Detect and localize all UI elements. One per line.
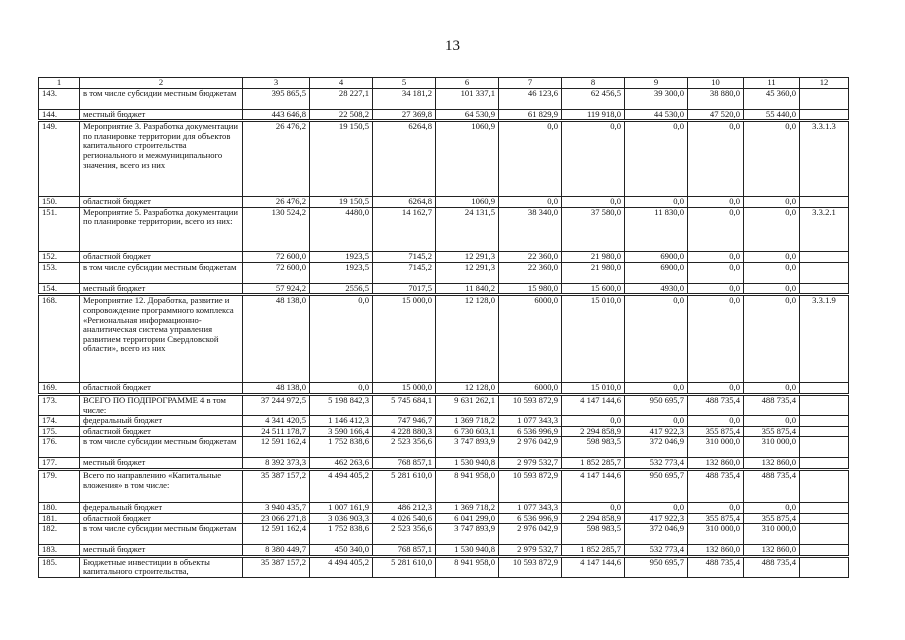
column-header: 2 [80,78,243,89]
amount-cell: 0,0 [625,502,688,513]
amount-cell: 6 536 996,9 [499,426,562,437]
amount-cell: 45 360,0 [744,88,800,109]
budget-table [38,77,849,578]
target-code-cell: 3.3.1.9 [800,295,849,383]
target-code-cell [800,251,849,262]
amount-cell: 0,0 [562,502,625,513]
amount-cell: 1 852 285,7 [562,458,625,470]
amount-cell: 15 000,0 [373,295,436,383]
description-cell: Мероприятие 5. Разработка документации по планировке территории, всего из них: [80,207,243,251]
amount-cell: 7145,2 [373,262,436,283]
description-cell: Мероприятие 12. Доработка, развитие и сопровождение программного комплекса «Региональная информационно-аналитическая система управления развитием территории Свердловской области», всего из них [80,295,243,383]
description-cell: ВСЕГО ПО ПОДПРОГРАММЕ 4 в том числе: [80,394,243,415]
amount-cell: 6 730 603,1 [436,426,499,437]
amount-cell: 44 530,0 [625,109,688,121]
amount-cell: 1923,5 [310,262,373,283]
row-number-cell: 173. [39,394,80,415]
amount-cell: 598 983,5 [562,524,625,545]
amount-cell: 0,0 [744,197,800,208]
target-code-cell [800,458,849,470]
amount-cell: 22 508,2 [310,109,373,121]
amount-cell: 1 530 940,8 [436,458,499,470]
table-row [39,437,849,458]
amount-cell: 27 369,8 [373,109,436,121]
description-cell: федеральный бюджет [80,502,243,513]
table-row [39,121,849,197]
row-number-cell: 169. [39,383,80,395]
amount-cell: 0,0 [625,295,688,383]
row-number-cell: 180. [39,502,80,513]
amount-cell: 0,0 [625,416,688,427]
target-code-cell [800,469,849,502]
amount-cell: 1 007 161,9 [310,502,373,513]
target-code-cell [800,197,849,208]
amount-cell: 747 946,7 [373,416,436,427]
amount-cell: 950 695,7 [625,469,688,502]
amount-cell: 12 591 162,4 [243,524,310,545]
column-header: 1 [39,78,80,89]
amount-cell: 8 392 373,3 [243,458,310,470]
amount-cell: 24 511 178,7 [243,426,310,437]
target-code-cell [800,437,849,458]
amount-cell: 132 860,0 [688,545,744,557]
table-row [39,469,849,502]
amount-cell: 15 010,0 [562,383,625,395]
amount-cell: 6 041 299,0 [436,513,499,524]
table-row [39,207,849,251]
column-header: 10 [688,78,744,89]
column-header: 11 [744,78,800,89]
amount-cell: 1 077 343,3 [499,502,562,513]
amount-cell: 488 735,4 [744,469,800,502]
amount-cell: 6264,8 [373,197,436,208]
amount-cell: 310 000,0 [744,437,800,458]
row-number-cell: 168. [39,295,80,383]
description-cell: Бюджетные инвестиции в объекты капитального строительства, [80,556,243,577]
amount-cell: 0,0 [310,383,373,395]
amount-cell: 0,0 [688,502,744,513]
amount-cell: 38 340,0 [499,207,562,251]
amount-cell: 12 291,3 [436,262,499,283]
amount-cell: 0,0 [625,383,688,395]
amount-cell: 0,0 [744,283,800,295]
amount-cell: 0,0 [310,295,373,383]
amount-cell: 15 000,0 [373,383,436,395]
target-code-cell [800,426,849,437]
amount-cell: 355 875,4 [744,426,800,437]
target-code-cell [800,109,849,121]
target-code-cell [800,556,849,577]
amount-cell: 37 244 972,5 [243,394,310,415]
amount-cell: 101 337,1 [436,88,499,109]
row-number-cell: 182. [39,524,80,545]
amount-cell: 10 593 872,9 [499,469,562,502]
amount-cell: 22 360,0 [499,262,562,283]
amount-cell: 4 494 405,2 [310,469,373,502]
amount-cell: 0,0 [744,416,800,427]
amount-cell: 61 829,9 [499,109,562,121]
row-number-cell: 183. [39,545,80,557]
amount-cell: 0,0 [744,262,800,283]
table-row [39,295,849,383]
table-row [39,88,849,109]
target-code-cell [800,383,849,395]
table-row [39,283,849,295]
amount-cell: 19 150,5 [310,121,373,197]
amount-cell: 2 979 532,7 [499,545,562,557]
description-cell: областной бюджет [80,251,243,262]
table-row [39,556,849,577]
amount-cell: 0,0 [744,121,800,197]
amount-cell: 48 138,0 [243,295,310,383]
amount-cell: 0,0 [562,416,625,427]
amount-cell: 0,0 [688,207,744,251]
amount-cell: 39 300,0 [625,88,688,109]
description-cell: Мероприятие 3. Разработка документации по планировке территории для объектов капитального строительства регионального и межмуниципального значения, всего из них [80,121,243,197]
target-code-cell [800,394,849,415]
amount-cell: 0,0 [744,383,800,395]
amount-cell: 4 147 144,6 [562,469,625,502]
description-cell: областной бюджет [80,383,243,395]
description-cell: областной бюджет [80,513,243,524]
amount-cell: 10 593 872,9 [499,394,562,415]
amount-cell: 488 735,4 [744,394,800,415]
amount-cell: 3 747 893,9 [436,524,499,545]
amount-cell: 372 046,9 [625,437,688,458]
amount-cell: 72 600,0 [243,251,310,262]
description-cell: в том числе субсидии местным бюджетам [80,262,243,283]
page-number: 13 [445,38,460,54]
column-header: 5 [373,78,436,89]
amount-cell: 355 875,4 [688,426,744,437]
amount-cell: 7017,5 [373,283,436,295]
amount-cell: 1 077 343,3 [499,416,562,427]
amount-cell: 2 523 356,6 [373,437,436,458]
amount-cell: 0,0 [688,416,744,427]
amount-cell: 19 150,5 [310,197,373,208]
amount-cell: 4 494 405,2 [310,556,373,577]
amount-cell: 2556,5 [310,283,373,295]
target-code-cell [800,524,849,545]
header-row [39,78,849,89]
amount-cell: 8 941 958,0 [436,556,499,577]
amount-cell: 38 880,0 [688,88,744,109]
amount-cell: 1 369 718,2 [436,416,499,427]
amount-cell: 1 752 838,6 [310,524,373,545]
column-header: 12 [800,78,849,89]
amount-cell: 48 138,0 [243,383,310,395]
amount-cell: 0,0 [688,383,744,395]
amount-cell: 0,0 [499,121,562,197]
amount-cell: 4 026 540,6 [373,513,436,524]
row-number-cell: 149. [39,121,80,197]
amount-cell: 1060,9 [436,121,499,197]
description-cell: в том числе субсидии местным бюджетам [80,524,243,545]
amount-cell: 4 228 880,3 [373,426,436,437]
amount-cell: 417 922,3 [625,426,688,437]
row-number-cell: 177. [39,458,80,470]
amount-cell: 355 875,4 [744,513,800,524]
amount-cell: 0,0 [688,295,744,383]
amount-cell: 4480,0 [310,207,373,251]
amount-cell: 8 380 449,7 [243,545,310,557]
amount-cell: 5 198 842,3 [310,394,373,415]
amount-cell: 1 530 940,8 [436,545,499,557]
column-header: 3 [243,78,310,89]
amount-cell: 4930,0 [625,283,688,295]
amount-cell: 488 735,4 [744,556,800,577]
amount-cell: 26 476,2 [243,121,310,197]
amount-cell: 0,0 [688,283,744,295]
amount-cell: 72 600,0 [243,262,310,283]
amount-cell: 0,0 [625,121,688,197]
description-cell: Всего по направлению «Капитальные вложения» в том числе: [80,469,243,502]
row-number-cell: 152. [39,251,80,262]
amount-cell: 768 857,1 [373,458,436,470]
amount-cell: 0,0 [688,251,744,262]
column-header: 8 [562,78,625,89]
amount-cell: 46 123,6 [499,88,562,109]
description-cell: областной бюджет [80,426,243,437]
amount-cell: 21 980,0 [562,262,625,283]
target-code-cell [800,416,849,427]
amount-cell: 3 590 166,4 [310,426,373,437]
amount-cell: 0,0 [562,197,625,208]
amount-cell: 310 000,0 [688,437,744,458]
column-header: 6 [436,78,499,89]
row-number-cell: 185. [39,556,80,577]
amount-cell: 11 840,2 [436,283,499,295]
amount-cell: 443 646,8 [243,109,310,121]
amount-cell: 488 735,4 [688,394,744,415]
amount-cell: 119 918,0 [562,109,625,121]
amount-cell: 1 852 285,7 [562,545,625,557]
column-header: 7 [499,78,562,89]
amount-cell: 21 980,0 [562,251,625,262]
row-number-cell: 176. [39,437,80,458]
amount-cell: 0,0 [562,121,625,197]
amount-cell: 950 695,7 [625,556,688,577]
amount-cell: 57 924,2 [243,283,310,295]
description-cell: федеральный бюджет [80,416,243,427]
amount-cell: 2 294 858,9 [562,426,625,437]
table-row [39,458,849,470]
amount-cell: 3 940 435,7 [243,502,310,513]
amount-cell: 132 860,0 [744,458,800,470]
row-number-cell: 181. [39,513,80,524]
amount-cell: 22 360,0 [499,251,562,262]
amount-cell: 0,0 [744,251,800,262]
amount-cell: 6000,0 [499,383,562,395]
description-cell: местный бюджет [80,109,243,121]
amount-cell: 2 976 042,9 [499,437,562,458]
amount-cell: 0,0 [744,295,800,383]
amount-cell: 532 773,4 [625,458,688,470]
amount-cell: 0,0 [744,502,800,513]
amount-cell: 310 000,0 [688,524,744,545]
amount-cell: 24 131,5 [436,207,499,251]
amount-cell: 6900,0 [625,262,688,283]
amount-cell: 2 979 532,7 [499,458,562,470]
amount-cell: 1 146 412,3 [310,416,373,427]
description-cell: местный бюджет [80,458,243,470]
amount-cell: 3 036 903,3 [310,513,373,524]
amount-cell: 9 631 262,1 [436,394,499,415]
amount-cell: 11 830,0 [625,207,688,251]
target-code-cell [800,88,849,109]
table-row [39,545,849,557]
amount-cell: 12 128,0 [436,383,499,395]
amount-cell: 4 147 144,6 [562,556,625,577]
amount-cell: 0,0 [744,207,800,251]
table-row [39,109,849,121]
row-number-cell: 144. [39,109,80,121]
target-code-cell [800,513,849,524]
amount-cell: 1060,9 [436,197,499,208]
amount-cell: 598 983,5 [562,437,625,458]
table-row [39,524,849,545]
amount-cell: 4 341 420,5 [243,416,310,427]
amount-cell: 1923,5 [310,251,373,262]
amount-cell: 488 735,4 [688,556,744,577]
amount-cell: 1 369 718,2 [436,502,499,513]
amount-cell: 10 593 872,9 [499,556,562,577]
table-row [39,502,849,513]
row-number-cell: 153. [39,262,80,283]
table-row [39,383,849,395]
amount-cell: 12 291,3 [436,251,499,262]
description-cell: в том числе субсидии местным бюджетам [80,437,243,458]
amount-cell: 3 747 893,9 [436,437,499,458]
amount-cell: 6000,0 [499,295,562,383]
amount-cell: 462 263,6 [310,458,373,470]
amount-cell: 15 010,0 [562,295,625,383]
amount-cell: 15 980,0 [499,283,562,295]
table-row [39,394,849,415]
amount-cell: 47 520,0 [688,109,744,121]
amount-cell: 0,0 [688,262,744,283]
amount-cell: 34 181,2 [373,88,436,109]
description-cell: местный бюджет [80,283,243,295]
amount-cell: 0,0 [499,197,562,208]
row-number-cell: 154. [39,283,80,295]
table-row [39,251,849,262]
amount-cell: 7145,2 [373,251,436,262]
amount-cell: 2 976 042,9 [499,524,562,545]
amount-cell: 0,0 [688,197,744,208]
target-code-cell [800,545,849,557]
amount-cell: 372 046,9 [625,524,688,545]
target-code-cell [800,502,849,513]
description-cell: областной бюджет [80,197,243,208]
amount-cell: 4 147 144,6 [562,394,625,415]
amount-cell: 0,0 [625,197,688,208]
table-row [39,513,849,524]
description-cell: местный бюджет [80,545,243,557]
table-row [39,416,849,427]
description-cell: в том числе субсидии местным бюджетам [80,88,243,109]
amount-cell: 450 340,0 [310,545,373,557]
row-number-cell: 179. [39,469,80,502]
column-header: 4 [310,78,373,89]
amount-cell: 488 735,4 [688,469,744,502]
amount-cell: 2 294 858,9 [562,513,625,524]
amount-cell: 486 212,3 [373,502,436,513]
amount-cell: 37 580,0 [562,207,625,251]
table-body [39,88,849,577]
amount-cell: 35 387 157,2 [243,556,310,577]
row-number-cell: 151. [39,207,80,251]
amount-cell: 6264,8 [373,121,436,197]
amount-cell: 26 476,2 [243,197,310,208]
amount-cell: 55 440,0 [744,109,800,121]
amount-cell: 417 922,3 [625,513,688,524]
amount-cell: 130 524,2 [243,207,310,251]
target-code-cell: 3.3.1.3 [800,121,849,197]
amount-cell: 14 162,7 [373,207,436,251]
amount-cell: 5 281 610,0 [373,469,436,502]
amount-cell: 6 536 996,9 [499,513,562,524]
column-header: 9 [625,78,688,89]
amount-cell: 23 066 271,8 [243,513,310,524]
amount-cell: 28 227,1 [310,88,373,109]
amount-cell: 6900,0 [625,251,688,262]
amount-cell: 768 857,1 [373,545,436,557]
target-code-cell: 3.3.2.1 [800,207,849,251]
amount-cell: 950 695,7 [625,394,688,415]
table-row [39,197,849,208]
row-number-cell: 150. [39,197,80,208]
amount-cell: 0,0 [688,121,744,197]
amount-cell: 5 281 610,0 [373,556,436,577]
table-row [39,262,849,283]
amount-cell: 12 128,0 [436,295,499,383]
amount-cell: 64 530,9 [436,109,499,121]
table-row [39,426,849,437]
amount-cell: 15 600,0 [562,283,625,295]
amount-cell: 2 523 356,6 [373,524,436,545]
amount-cell: 12 591 162,4 [243,437,310,458]
row-number-cell: 143. [39,88,80,109]
amount-cell: 1 752 838,6 [310,437,373,458]
target-code-cell [800,283,849,295]
amount-cell: 355 875,4 [688,513,744,524]
target-code-cell [800,262,849,283]
amount-cell: 62 456,5 [562,88,625,109]
amount-cell: 132 860,0 [744,545,800,557]
row-number-cell: 174. [39,416,80,427]
amount-cell: 132 860,0 [688,458,744,470]
amount-cell: 532 773,4 [625,545,688,557]
row-number-cell: 175. [39,426,80,437]
amount-cell: 8 941 958,0 [436,469,499,502]
amount-cell: 310 000,0 [744,524,800,545]
amount-cell: 35 387 157,2 [243,469,310,502]
amount-cell: 395 865,5 [243,88,310,109]
amount-cell: 5 745 684,1 [373,394,436,415]
